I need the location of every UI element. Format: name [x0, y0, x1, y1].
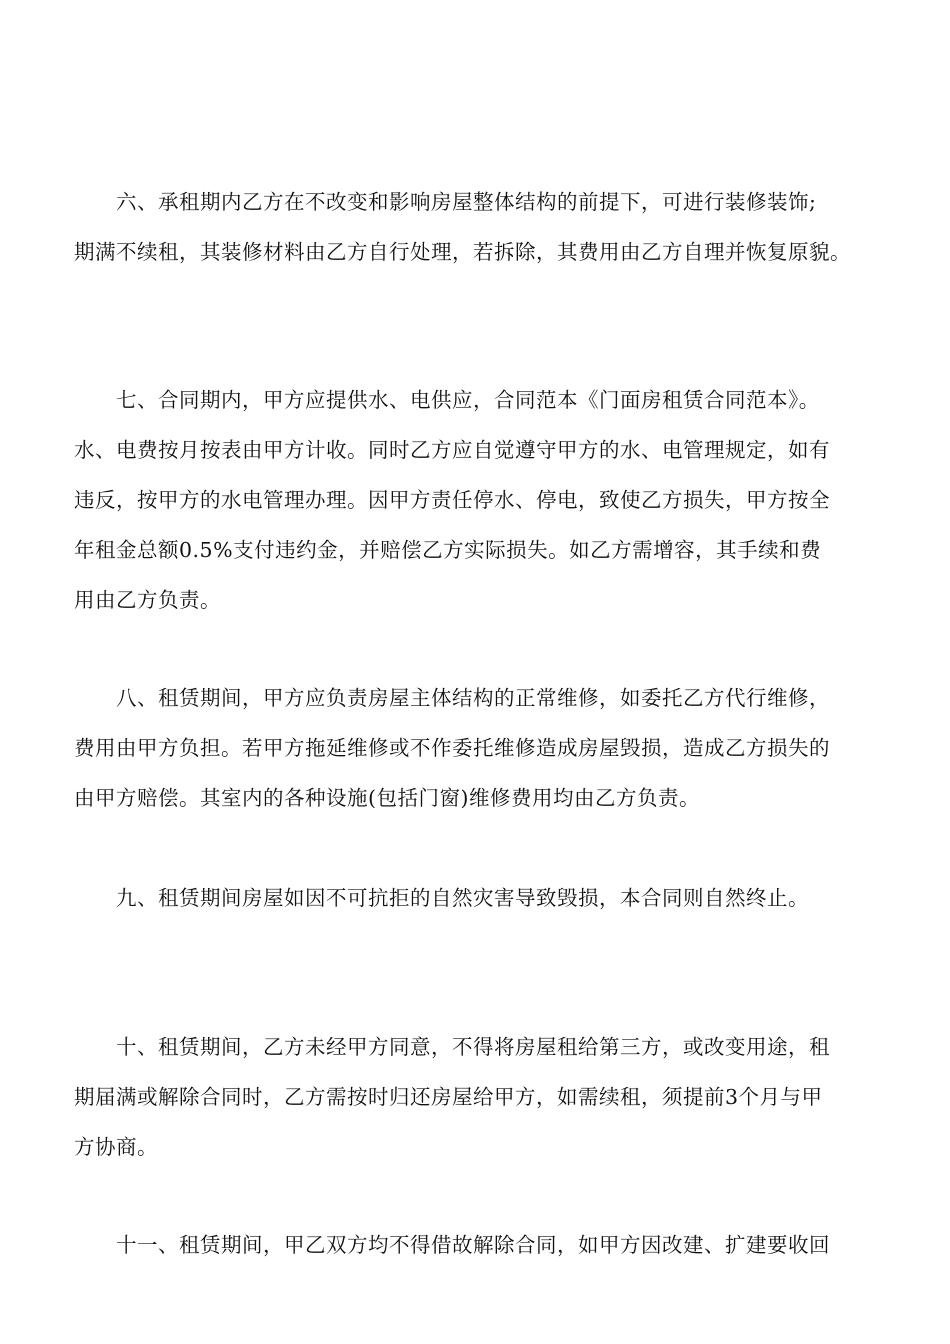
clause-7-line-1: 七、合同期内，甲方应提供水、电供应，合同范本《门面房租赁合同范本》。: [74, 388, 820, 412]
clause-8-line-3: 由甲方赔偿。其室内的各种设施(包括门窗)维修费用均由乙方负责。: [74, 786, 700, 810]
clause-6-line-2: 期满不续租，其装修材料由乙方自行处理，若拆除，其费用由乙方自理并恢复原貌。: [74, 240, 851, 264]
clause-7-line-2: 水、电费按月按表由甲方计收。同时乙方应自觉遵守甲方的水、电管理规定，如有: [74, 438, 830, 462]
clause-6-line-1: 六、承租期内乙方在不改变和影响房屋整体结构的前提下，可进行装修装饰;: [74, 190, 817, 214]
clause-11-line-1: 十一、租赁期间，甲乙双方均不得借故解除合同，如甲方因改建、扩建要收回: [74, 1233, 830, 1257]
clause-7-line-5: 用由乙方负责。: [74, 588, 221, 612]
clause-8-line-1: 八、租赁期间，甲方应负责房屋主体结构的正常维修，如委托乙方代行维修，: [74, 686, 830, 710]
clause-7-line-3: 违反，按甲方的水电管理办理。因甲方责任停水、停电，致使乙方损失，甲方按全: [74, 488, 830, 512]
clause-9-line-1: 九、租赁期间房屋如因不可抗拒的自然灾害导致毁损，本合同则自然终止。: [74, 886, 809, 910]
clause-7-line-4: 年租金总额0.5%支付违约金，并赔偿乙方实际损失。如乙方需增容，其手续和费: [74, 538, 822, 562]
clause-10-line-1: 十、租赁期间，乙方未经甲方同意，不得将房屋租给第三方，或改变用途，租: [74, 1035, 830, 1059]
clause-8-line-2: 费用由甲方负担。若甲方拖延维修或不作委托维修造成房屋毁损，造成乙方损失的: [74, 736, 830, 760]
clause-10-line-3: 方协商。: [74, 1135, 158, 1159]
clause-10-line-2: 期届满或解除合同时，乙方需按时归还房屋给甲方，如需续租，须提前3个月与甲: [74, 1085, 823, 1109]
